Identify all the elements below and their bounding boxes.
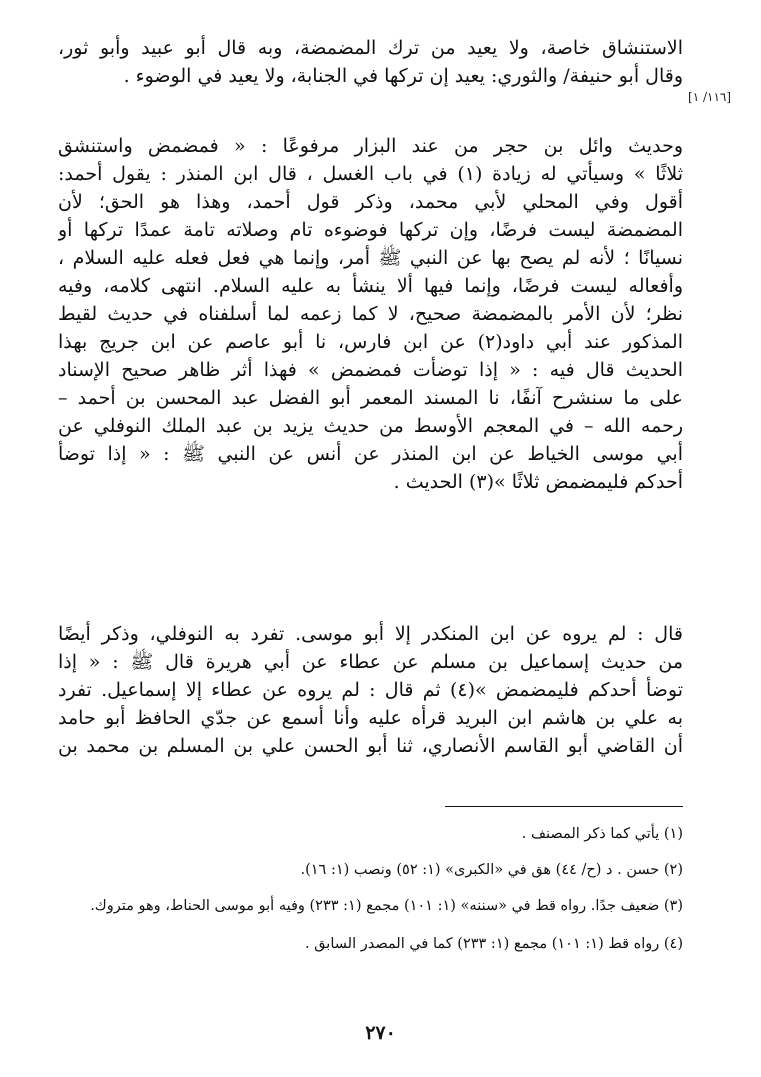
text-line: نظر؛ لأن الأمر بالمضمضة صحيح، لا كما زعمه لما أسلفناه في حديث لقيط: [58, 303, 683, 325]
footnote-3: (٣) ضعيف جدًا. رواه قط في «سننه» (١: ١٠١) مجمع (١: ٢٣٣) وفيه أبو موسى الحناط، وهو متروك.: [90, 898, 683, 914]
footnote-2: (٢) حسن . د (ح/ ٤٤) هق في «الكبرى» (١: ٥٢) ونصب (١: ١٦).: [300, 862, 683, 878]
paragraph-2: [58, 132, 683, 496]
text-line: ثلاثًا » وسيأتي له زيادة (١) في باب الغسل ، قال ابن المنذر : يقول أحمد:: [58, 163, 683, 185]
text-line: المذكور عند أبي داود(٢) عن ابن فارس، نا أبو عاصم عن ابن جريج بهذا: [58, 331, 683, 353]
footnote-1: (١) يأتي كما ذكر المصنف .: [521, 826, 683, 842]
text-line: وأفعاله ليست فرضًا، وإنما فيها ألا ينشأ به عليه السلام. انتهى كلامه، وفيه: [58, 275, 683, 297]
margin-folio-note: [١١٦/ ١]: [688, 90, 732, 104]
footnote-4: (٤) رواه قط (١: ١٠١) مجمع (١: ٢٣٣) كما في المصدر السابق .: [304, 936, 683, 952]
text-line: قال : لم يروه عن ابن المنكدر إلا أبو موسى. تفرد به النوفلي، وذكر أيضًا: [58, 623, 683, 645]
text-line: من حديث إسماعيل بن مسلم عن عطاء عن أبي هريرة قال ﷺ : « إذا: [58, 651, 683, 673]
text-line: أبي موسى الخياط عن ابن المنذر عن أنس عن النبي ﷺ : « إذا توضأ: [58, 443, 683, 465]
page-number: ٢٧٠: [365, 1022, 396, 1044]
text-line: رحمه الله – في المعجم الأوسط من حديث يزيد بن عبد الملك النوفلي عن: [58, 415, 683, 437]
text-line: الاستنشاق خاصة، ولا يعيد من ترك المضمضة، وبه قال أبو عبيد وأبو ثور،: [58, 37, 683, 59]
text-line: به علي بن هاشم ابن البريد قرأه عليه وأنا أسمع عن جدّي الحافظ أبو حامد: [58, 707, 683, 729]
text-line: وقال أبو حنيفة/ والثوري: يعيد إن تركها في الجنابة، ولا يعيد في الوضوء .: [123, 65, 683, 87]
text-line: توضأ أحدكم فليمضمض »(٤) ثم قال : لم يروه عن عطاء إلا إسماعيل. تفرد: [58, 679, 683, 701]
text-line: أحدكم فليمضمض ثلاثًا »(٣) الحديث .: [393, 471, 683, 493]
text-line: وحديث وائل بن حجر من عند البزار مرفوعًا : « فمضمض واستنشق: [58, 135, 683, 157]
text-line: أن القاضي أبو القاسم الأنصاري، ثنا أبو الحسن علي بن المسلم بن محمد بن: [58, 735, 683, 757]
paragraph-3: [58, 620, 683, 760]
text-line: نسيانًا ؛ لأنه لم يصح بها عن النبي ﷺ أمر، وإنما هي فعل فعله عليه السلام ،: [58, 247, 683, 269]
text-line: أقول وفي المحلي لأبي محمد، وذكر قول أحمد، وهذا هو الحق؛ لأن: [58, 191, 683, 213]
paragraph-1: [58, 34, 683, 90]
footnote-divider: [445, 806, 683, 807]
footnotes: [70, 822, 683, 968]
text-line: الحديث قال فيه : « إذا توضأت فمضمض » فهذا أثر ظاهر صحيح الإسناد: [58, 359, 683, 381]
text-line: المضمضة ليست فرضًا، وإن تركها فوضوءه تام وصلاته تامة عمدًا تركها أو: [58, 219, 683, 241]
text-line: على ما سنشرح آنفًا، نا المسند المعمر أبو الفضل عبد المحسن بن أحمد –: [58, 387, 683, 409]
